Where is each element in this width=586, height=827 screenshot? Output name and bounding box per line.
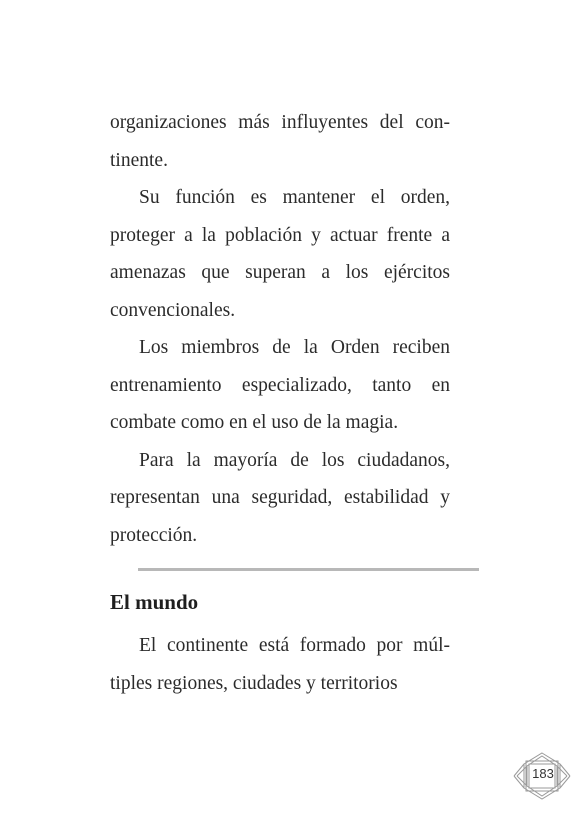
paragraph-continuation: organizaciones más influyentes del continente. [110, 112, 450, 171]
paragraph-members: Los miembros de la Orden reciben entrenamiento especializado, tanto en combate como en el uso de la magia. [110, 337, 450, 433]
page-number: 183 [532, 766, 554, 781]
section-divider [138, 568, 479, 571]
paragraph-function: Su función es mantener el orden, proteger a la población y actuar frente a amenazas que superan a los ejércitos convencionales. [110, 187, 450, 321]
paragraph-continent: El continente está formado por múltiples regiones, ciudades y territorios [110, 635, 450, 694]
body-text-top [110, 104, 450, 554]
paragraph-citizens: Para la mayoría de los ciudadanos, representan una seguridad, estabilidad y protección. [110, 449, 450, 546]
body-text-bottom [110, 627, 450, 702]
section-heading: El mundo [110, 590, 199, 614]
